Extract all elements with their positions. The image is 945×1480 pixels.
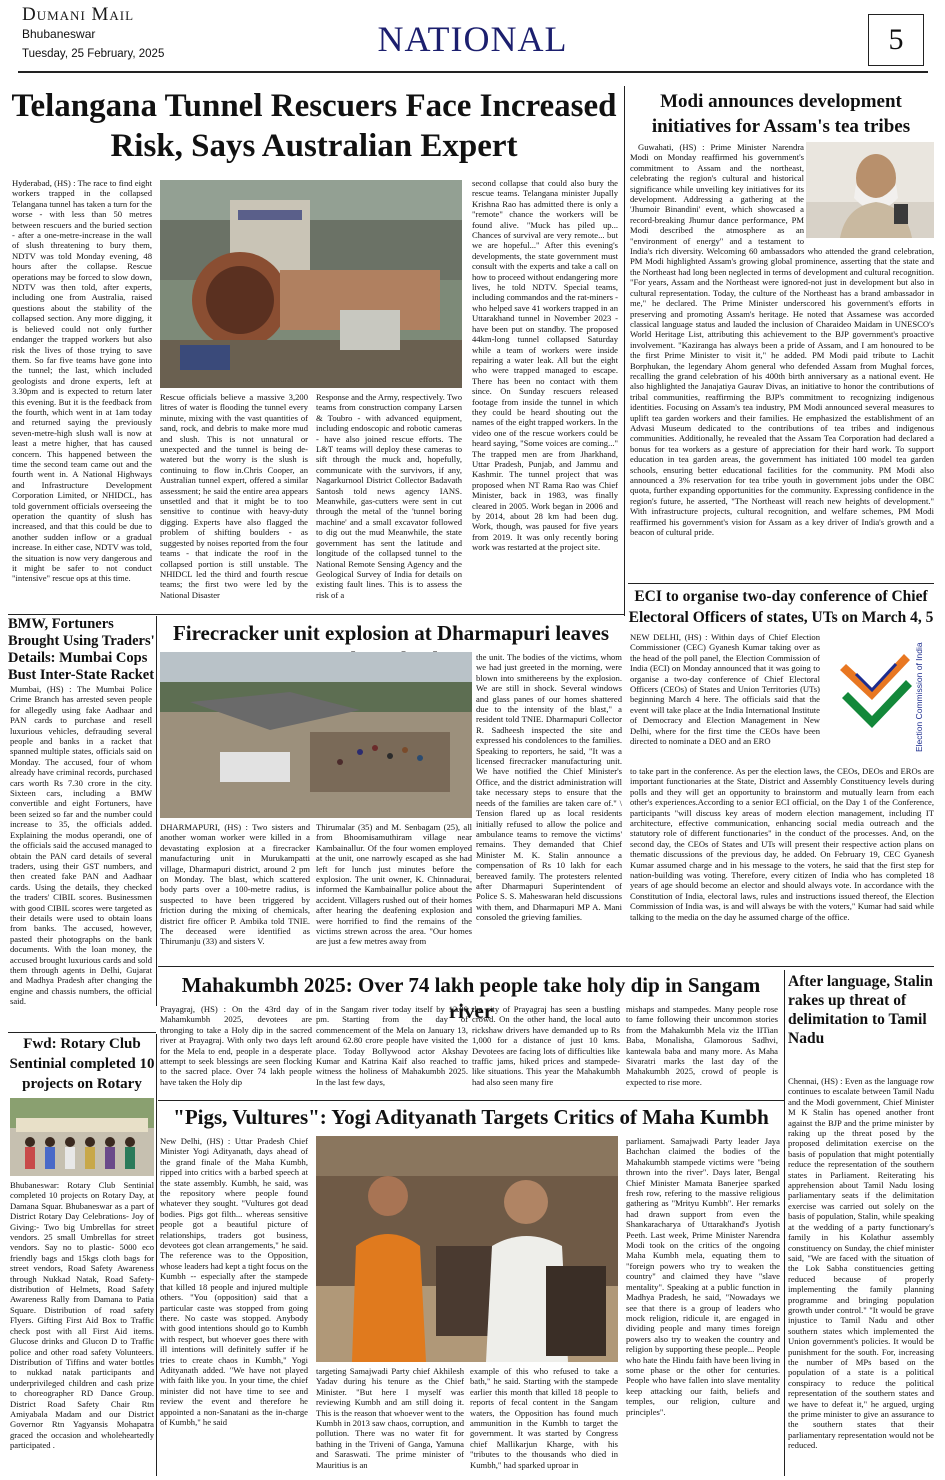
assembly-image [316,1136,618,1362]
paper-name: Dumani Mail [22,4,135,25]
stalin-body: Chennai, (HS) : Even as the language row continues to escalate between Tamil Nadu and the Modi government, Chief Minister M K Stalin has opened another front against the BJP and the prime minister by raking up the threat posed by the proposed delimitation exercise on the basis of population that might potentially reduce the representation of the southern states in Parliament. Reiterating his apprehension about Tamil Nadu losing parliamentary seats if the delimitation exercise was carried out solely on the basis of population, Stalin, while speaking at the wedding of a party functionary's family in his Kolathur assembly constituency on Sunday, the chief minister said, "We are faced with the situation of the Lok Sabha constituencies getting reduced because of properly implementing the family planning programme and bringing population growth under control." "It would be grave injustice to Tamil Nadu and other southern states which implemented the Union government's policies. It would be punishment for the south. For, increasing the number of MPs based on the population of a state is a political conspiracy to reduce the political representation of the southern states and we have to defeat it," he argued, urging the prime minister to give an assurance to the southern states that their parliamentary representation would not be reduced. [788,1076,934,1451]
mahakumbh-headline: Mahakumbh 2025: Over 74 lakh people take holy dip in Sangam river [181,973,761,1023]
section-rule [158,1100,784,1101]
tunnel-photo [160,180,462,388]
tunnel-headline: Telangana Tunnel Rescuers Face Increased Risk, Says Australian Expert [11,88,617,164]
column-rule [156,1034,157,1476]
mahakumbh-col-1: Prayagraj, (HS) : On the 43rd day of Mahamkumbh 2025, devotees are thronging to take a Holy dip in the sacred river at Prayagraj. With only two days left for the Mela to end, people in a desperate attempt to seek blessings are seen flocking to the sacred place. Over 74 lakh people have taken the Holy dip [160,1004,312,1087]
page-number-box [868,14,924,66]
tunnel-col-3: Response and the Army, respectively. Two teams from construction company Larsen & Toubro - with advanced equipment, including endoscopic and robotic cameras - have also joined rescue efforts. The L&T teams will deploy these cameras to sift through the muck and, hopefully, communicate with the survivors, if any, Nagarkurnool District Collector Badavath Santosh told news agency IANS. Meanwhile, gas-cutters were sent in cut through the metal of the 'tunnel boring machine' and a small excavator followed to dig out the mud Meanwhile, the state government has sent the latitude and longitude of the collapsed tunnel to the National Remote Sensing Agency and the Geological Survey of India for details on existing fault lines. This is to assess the risk of a [316,392,462,600]
tunnel-col-4: second collapse that could also bury the rescue teams. Telangana minister Jupally Krishna Rao has admitted there is only a "remote" chance the workers will be found alive. "Muck has piled up... Chances of survival are very remote... but we are hopeful..." After this evening's developments, the state government must consult with the experts and take a call on how to proceed without endangering more lives, he told NDTV. Special teams, including commandos and the rat-miners - who helped save 41 workers trapped in an Uttarakhand tunnel in November 2023 - have been put on standby. The proposed 44km-long tunnel collapsed Saturday while a team of workers were inside repairing a water leak. All but the eight who were trapped managed to escape. There has been no contact with them since. On Sunday rescuers released footage from inside the tunnel in which they could be heard shouting out the names of the eight trapped workers. In the video one of the rescue workers could be heard saying, "Some voices are coming..." The trapped men are from Jharkhand, Uttar Pradesh, Punjab, and Jammu and Kashmir. The tunnel project that was proposed when NT Rama Rao was Chief Minister, back in 1983, was finally cleared in 2005. Work began in 2006 and by 2014, about 28 km had been dug. Work, though, was paused for five years from 2019. It was only recently boring work was restarted at the project site. [472,178,618,553]
eci-headline: ECI to organise two-day conference of Chief Electoral Officers of states, UTs on March 4, 5 [628,588,934,626]
yogi-photo [316,1136,618,1362]
eci-logo-text: Election Commission of India [914,642,924,752]
section-rule [8,614,624,615]
section-title: NATIONAL [377,19,568,59]
rotary-body: Bhubaneswar: Rotary Club Sentinial completed 10 projects on Rotary Day, at Damana Squar. Bhubaneswar as a part of District Rotary Day Celebrations- Joy of Giving:- Two big Umbrellas for street vendors. 25 small Umbrellas for street vendors. Say no to plastic- 5000 eco friendly bags and 15kgs cloth bags for street vendors, Road Safety Awareness through Nukkad Natak, Road Safety- distribution of Helmets, Road Safety Awareness Rally from Damana to Patia Square. Distribution of road safety Flyers. Gifting First Aid Box to Traffic check post with all First Aid items. Glucose drinks and Glucon D to Traffic police and other road safety Volunteers. Distribution of Tiffins and water bottles to nukkad natak participants and underprivileged children and cash prize to choreographer RD Dance Group. District Road Safety Chair Rtn Amiyabala Madam and our District Governor Rtn Yagyansis Mohapatra graced the occasion and wholeheartedly participated . [10,1180,154,1451]
modi-text-wrap [630,142,934,582]
tunnel-col-1: Hyderabad, (HS) : The race to find eight workers trapped in the collapsed Telangana tunnel has taken a turn for the worse - with less than 50 metres between rescuers and the buried section - after a one-metre-increase in the wall of slush threatening to bury them, NDTV was told Monday evening, 48 hours after the collapse. Rescue operations may be forced to slow down, NDTV was then told, after experts, including one from Australia, raised questions about the stability of the collapsed section. Any more digging, it is believed could not only further endanger the trapped workers but also risk the lives of those trying to save them. So far five teams have gone into the tunnel; the last, which included geologists and drone experts, left at 3.30pm and is expected to return later this evening. But it is the feedback from the fourth, which went in at 1am today and returned saying the previously seven-metre-high slush wall is now at least a metre higher, that has caused concern. This happened between the time the second team came out and the fourth went in. A National Highways and Infrastructure Development Corporation Limited, or NHIDCL, has told government officials overseeing the operation the quantity of slush has increased, and that this could be due to another sudden inflow or a gradual increase. In either case, NDTV was told, the situation is now very dangerous and it might be safer to not conduct "intensive" rescue ops at this time. [12,178,152,584]
tunnel-site-image [160,180,462,388]
rotary-headline: Fwd: Rotary Club Sentinial completed 10 projects on Rotary [9,1036,155,1092]
section-rule [158,966,934,967]
yogi-col-1: New Delhi, (HS) : Uttar Pradesh Chief Minister Yogi Adityanath, days ahead of the grand finale of the Maha Kumbh, ripped into critics with a barbed speech at the state assembly. Kumbh, he said, was the repository where people found whatever they sought. "Vultures got dead bodies. Pigs got filth... whereas sensitive people got a beautiful picture of relationships, traders got business, devotees got clean arrangements," he said. The reference was to the Opposition, whose leaders had kept a tight focus on the Kumbh -- especially after the stampede that killed 18 people and injured multiple others. "You (opposition) said that a particular caste was stopped from going there. No caste was stopped. Anybody with good intentions should go to Kumbh with respect, but whoever goes there with ill intentions will definitely suffer if he tries to create chaos in Kumbh," Yogi Adityanath added. "We have not played with faith like you. In your time, the chief minister did not have time to see and review the event and therefore he appointed a non-Sanatani as the in-charge of Kumbh," he said [160,1136,308,1427]
eci-logo-image [826,634,932,764]
modi-body: Guwahati, (HS) : Prime Minister Narendra Modi on Monday reaffirmed his government's commitment to Assam and the northeast, celebrating the region's cultural and historical significance while unveiling key initiatives for its development. Addressing a gathering at the 'Jhumoir Binandini' event, which showcased a record-breaking Jhumur dance performance, PM Modi described the atmosphere as an "environment of energy" and a testament to India's rich diversity. Welcoming 60 ambassadors who attended the grand celebration, PM Modi highlighted Assam's growing global prominence, asserting that the state and the Northeast had long been neglected in terms of development and cultural recognition. "For years, Assam and the Northeast were ignored-not just in development but also in cultural representation. Today, the culture of the Northeast has a brand ambassador in me," he declared. The Prime Minister underscored his government's efforts in preserving and promoting Assam's heritage. He noted that Assamese was accorded classical language status and lauded the inclusion of Charaideo Maidam in UNESCO's World Heritage List, attributing this achievement to the BJP government's proactive involvement. "Kaziranga has always been a pride of Assam, and I am honoured to be the first Prime Minister to visit it," he added. PM Modi paid tribute to Lachit Borphukan, the legendary Ahom general who defended Assam from Mughal forces, recalling the grand celebration of his 400th birth anniversary as a national event. He also highlighted the Janajatiya Gaurav Divas, an initiative to honor the contributions of tribal communities, reaffirming the BJP's commitment to recognizing indigenous identities. Focusing on Assam's tea industry, PM Modi announced several measures to uplift tea garden workers and their families. He emphasized the establishment of an Advasi Museum dedicated to the contributions of tea tribes and indigenous communities. Additionally, he revealed that the Assam Tea Corporation had declared a bonus for tea workers as a gesture of appreciation for their hard work. To support education in tea garden areas, the government has initiated 100 model tea garden schools, ensuring better educational facilities for the community. PM Modi also announced a 3% reservation for tea tribe youth in government jobs under the OBC quota, further expanding opportunities for the community. Expressing confidence in the region's future, he asserted, "The Northeast will reach new heights of development." With infrastructure projects, cultural recognition, and welfare schemes, PM Modi reaffirmed his government's vision for Assam as a key driver of India's growth and a beacon of cultural pride. [630,142,934,538]
modi-headline: Modi announces development initiatives for Assam's tea tribes [651,91,911,137]
mahakumbh-col-4: mishaps and stampedes. Many people rose to fame following their uncommon stories from the Mahakumbh Mela viz the IITian Baba, Monalisha, Glamorous Sadhvi, kantewala baba and many more. As Maha Sivaratri marks the last day of the Mahakumbh 2025, crowd of people is expected to rise more. [626,1004,778,1087]
stalin-headline: After language, Stalin rakes up threat of delimitation to Tamil Nadu [788,973,933,1047]
eci-col-1: NEW DELHI, (HS) : Within days of Chief Election Commissioner (CEC) Gyanesh Kumar taking over as the head of the poll panel, the Election Commission of India (ECI) on Monday announced that it was going to organise a two-day conference of Chief Electoral Officers (CEOs) of States and Union Territories (UTs) beginning March 4 here. The officials said that the event will take place at the India International Institute of Democracy and Election Management in New Delhi, where for the first time the CEOs have been directed to nominate a DEO and an ERO [630,632,820,747]
column-rule [624,86,625,616]
tunnel-col-2: Rescue officials believe a massive 3,200 litres of water is flooding the tunnel every minute, mixing with the vast quantities of sand, rock, and debris to make more mud and slush. This is not unnatural or unexpected and the tunnel is being de-watered but the worry is the slush is continuing to flow in.Chris Cooper, an Australian tunnel expert, offered a similar assessment; he said the entire area appears unsettled and that it might be to too sensitive to continue with heavy-duty digging. Experts have also flagged the problem of shifting boulders - as suggested by noises reported from the four teams - that indicate the roof in the collapsed portion is still unstable. The NHIDCL led the third and fourth rescue teams; the first two were led by the National Disaster [160,392,308,600]
mahakumbh-col-2: in the Sangam river today itself by 12.00 pm. Starting from the day of commencement of the Mela on January 13, around 62.80 crore people have visited the place. Today Bollywood actor Akshay Kumar and Katrina Kaif also reached to witness the holiness of Mahakumbh 2025. In the last few days, [316,1004,468,1087]
mahakumbh-col-3: the city of Prayagraj has seen a bustling crowd. On the other hand, the local auto rickshaw drivers have demanded up to Rs 1,000 for a distance of just 10 kms. Devotees are facing lots of difficulties like traffic jams, hiked prices and stampede-like situations. This year the Mahakumbh had also seen many fire [472,1004,620,1087]
column-rule [784,970,785,1476]
edition-date: Tuesday, 25 February, 2025 [22,48,165,60]
eci-col-2: to take part in the conference. As per the election laws, the CEOs, DEOs and EROs are important functionaries at the State, District and Assembly Constituency levels during polls and they will get an opportunity to brainstorm and mutually learn from each other's experiences.According to a senior ECI official, on the Day 1 of the Conference, participants "will discuss key areas of modern election management, including IT architecture, effective communication, enhancing social media outreach and the statutory role of different functionaries" in the conduct of the processes. And, on the second day, the CEOs of States and UTs will present their respective action plans on thematic discussions of the previous day, he added. On February 19, CEC Gyanesh Kumar assumed charge and in his message to the voters, he said that the first step for nation-building was voting. Therefore, every citizen of India who has completed 18 years of age should become an elector and should always vote. In accordance with the Constitution of India, electoral laws, rules and instructions issued thereof, the Election Commission of India was, is and will always be with the voters," Kumar had said while talking to the media on the day he assumed charge of the office. [630,766,934,922]
bmw-body: Mumbai, (HS) : The Mumbai Police Crime Branch has arrested seven people for allegedly using fake Aadhaar and PAN cards to purchase and resell luxurious vehicles, defrauding several people and banks in a racket that spanned multiple states, officials said on Monday. The accused, four of whom already have criminal records, purchased cars worth Rs 7.30 crore in the city. Sixteen cars, including a BMW convertible and eight Fortuners, have been seized so far and the number could increase to 35, the officials added. Explaining the modus operandi, one of the officials said the accused managed to obtain the PAN card details of several traders, using their GST numbers, and then created fake PAN and Aadhaar cards. Using the details, they checked the traders' CIBIL scores. Businessmen with good CIBIL scores were targeted as their details were used to obtain loans from banks. The accused, however, pasted their photographs on the bank documents. With the loan money, the accused brought luxurious cards and sold them through agents in Delhi, Gujarat and Madhya Pradesh after changing the engine and chassis numbers, the official said. [10,684,152,1007]
firecracker-col-1: DHARMAPURI, (HS) : Two sisters and another woman worker were killed in a devastating explosion at a firecracker manufacturing unit in Murukampatti village, Dharmapuri district, around 2 pm on Monday. The blast, which scattered body parts over a 100-metre radius, is suspected to have been triggered by friction during the mixing of chemicals, district fire officer P. Ambika told TNIE. The deceased were identified as Thirumanju (33) and sisters V. [160,822,310,947]
firecracker-photo [160,652,472,818]
masthead [0,0,945,72]
firecracker-headline: Firecracker unit explosion at Dharmapuri leaves [172,621,610,645]
rotary-photo [10,1098,154,1176]
firecracker-col-2: Thirumalar (35) and M. Senbagam (25), all from Bhoomisamuthiram village near Kambainallur. Of the four women employed at the unit, one narrowly escaped as she had left for lunch just minutes before the explosion. The unit owner, K. Chinnadurai, informed the Kambainallur police about the accident. Villagers rushed out of their homes after hearing the deafening explosion and were horrified to find the remains of the victims strewn across the area. "Our homes are just a few metres away from [316,822,472,947]
page-number: 5 [888,23,904,56]
section-rule [8,1032,156,1033]
section-rule [628,583,934,584]
column-rule [156,616,157,1006]
bmw-headline: BMW, Fortuners Brought Using Traders' Details: Mumbai Cops Bust Inter-State Racket [8,616,155,683]
yogi-col-2: targeting Samajwadi Party chief Akhilesh Yadav during his tenure as the Chief Minister. "But here I myself was reviewing Kumbh and am still doing it. This is the reason that whoever went to the Kumbh in 2013 saw chaos, corruption, and pollution. There was no water fit for bathing in the Triveni of Ganga, Yamuna and Saraswati. The prime minister of Mauritius is an [316,1366,464,1470]
blast-site-image [160,652,472,818]
yogi-col-3: example of this who refused to take a bath," he said. Starting with the stampede earlier this month that killed 18 people to reports of fecal content in the Sangam waters, the Opposition has found much ammunition in the Kumbh to target the government. It was started by Congress chief Mallikarjun Kharge, with his "tributes to the thousands who died in Kumbh," had sparked uproar in [470,1366,618,1470]
eci-logo [826,634,932,764]
yogi-col-4: parliament. Samajwadi Party leader Jaya Bachchan claimed the bodies of the Mahakumbh stampede victims were "being thrown into the river". Days later, Bengal Chief Minister Mamata Banerjee sparked fresh row, refering to the massive religious gathering as "Mrityu Kumbh". Her remarks had drawn support from even the Shankaracharya of Uttarakhand's Jyotish Peeth. Last week, Prime Minister Narendra Modi took on the critics of the ongoing Maha Kumbh mela, equating them to "foreign powers who try to weaken the country" and claimed they have "slave mentality". Speaking at a public function in Madhya Pradesh, he said, "Nowadays we see that there is a group of leaders who mock religion, ridicule it, are engaged in dividing people and many times foreign powers also try to weaken the country and religion by supporting these people... People who hate the Hindu faith have been living in some phase or the other for centuries. People who have fallen into slave mentality keep attacking our faith, beliefs and temples, our religion, culture and principles". [626,1136,780,1417]
firecracker-col-3: the unit. The bodies of the victims, whom we had just greeted in the morning, were blown into smithereens by the explosion. We are still in shock. Several windows and glass panes of our homes shattered due to the intensity of the blast," a resident told TNIE. Dharmapuri Collector R. Sadheesh inspected the site and expressed his condolences to the families. Speaking to reporters, he said, "It was a licensed firecracker manufacturing unit. We have notified the Chief Minister's Office, and the district administration will take necessary steps to ensure that the needs of the families are taken care of." \ Tension flared up as local residents initially refused to allow the police and ambulance teams to remove the victims' remains. They demanded that Chief Minister M. K. Stalin announce a compensation of Rs 10 lakh for each bereaved family. The protesters relented after Dharmapuri Superintendent of Police S. S. Maheswaran held discussions with them, and Dharmapuri MP A. Mani consoled the grieving families. [476,652,622,923]
yogi-headline: "Pigs, Vultures": Yogi Adityanath Targets Critics of Maha Kumbh [173,1105,769,1129]
edition-city: Bhubaneswar [22,27,96,41]
masthead-rule [18,71,928,73]
rotary-group-image [10,1098,154,1176]
